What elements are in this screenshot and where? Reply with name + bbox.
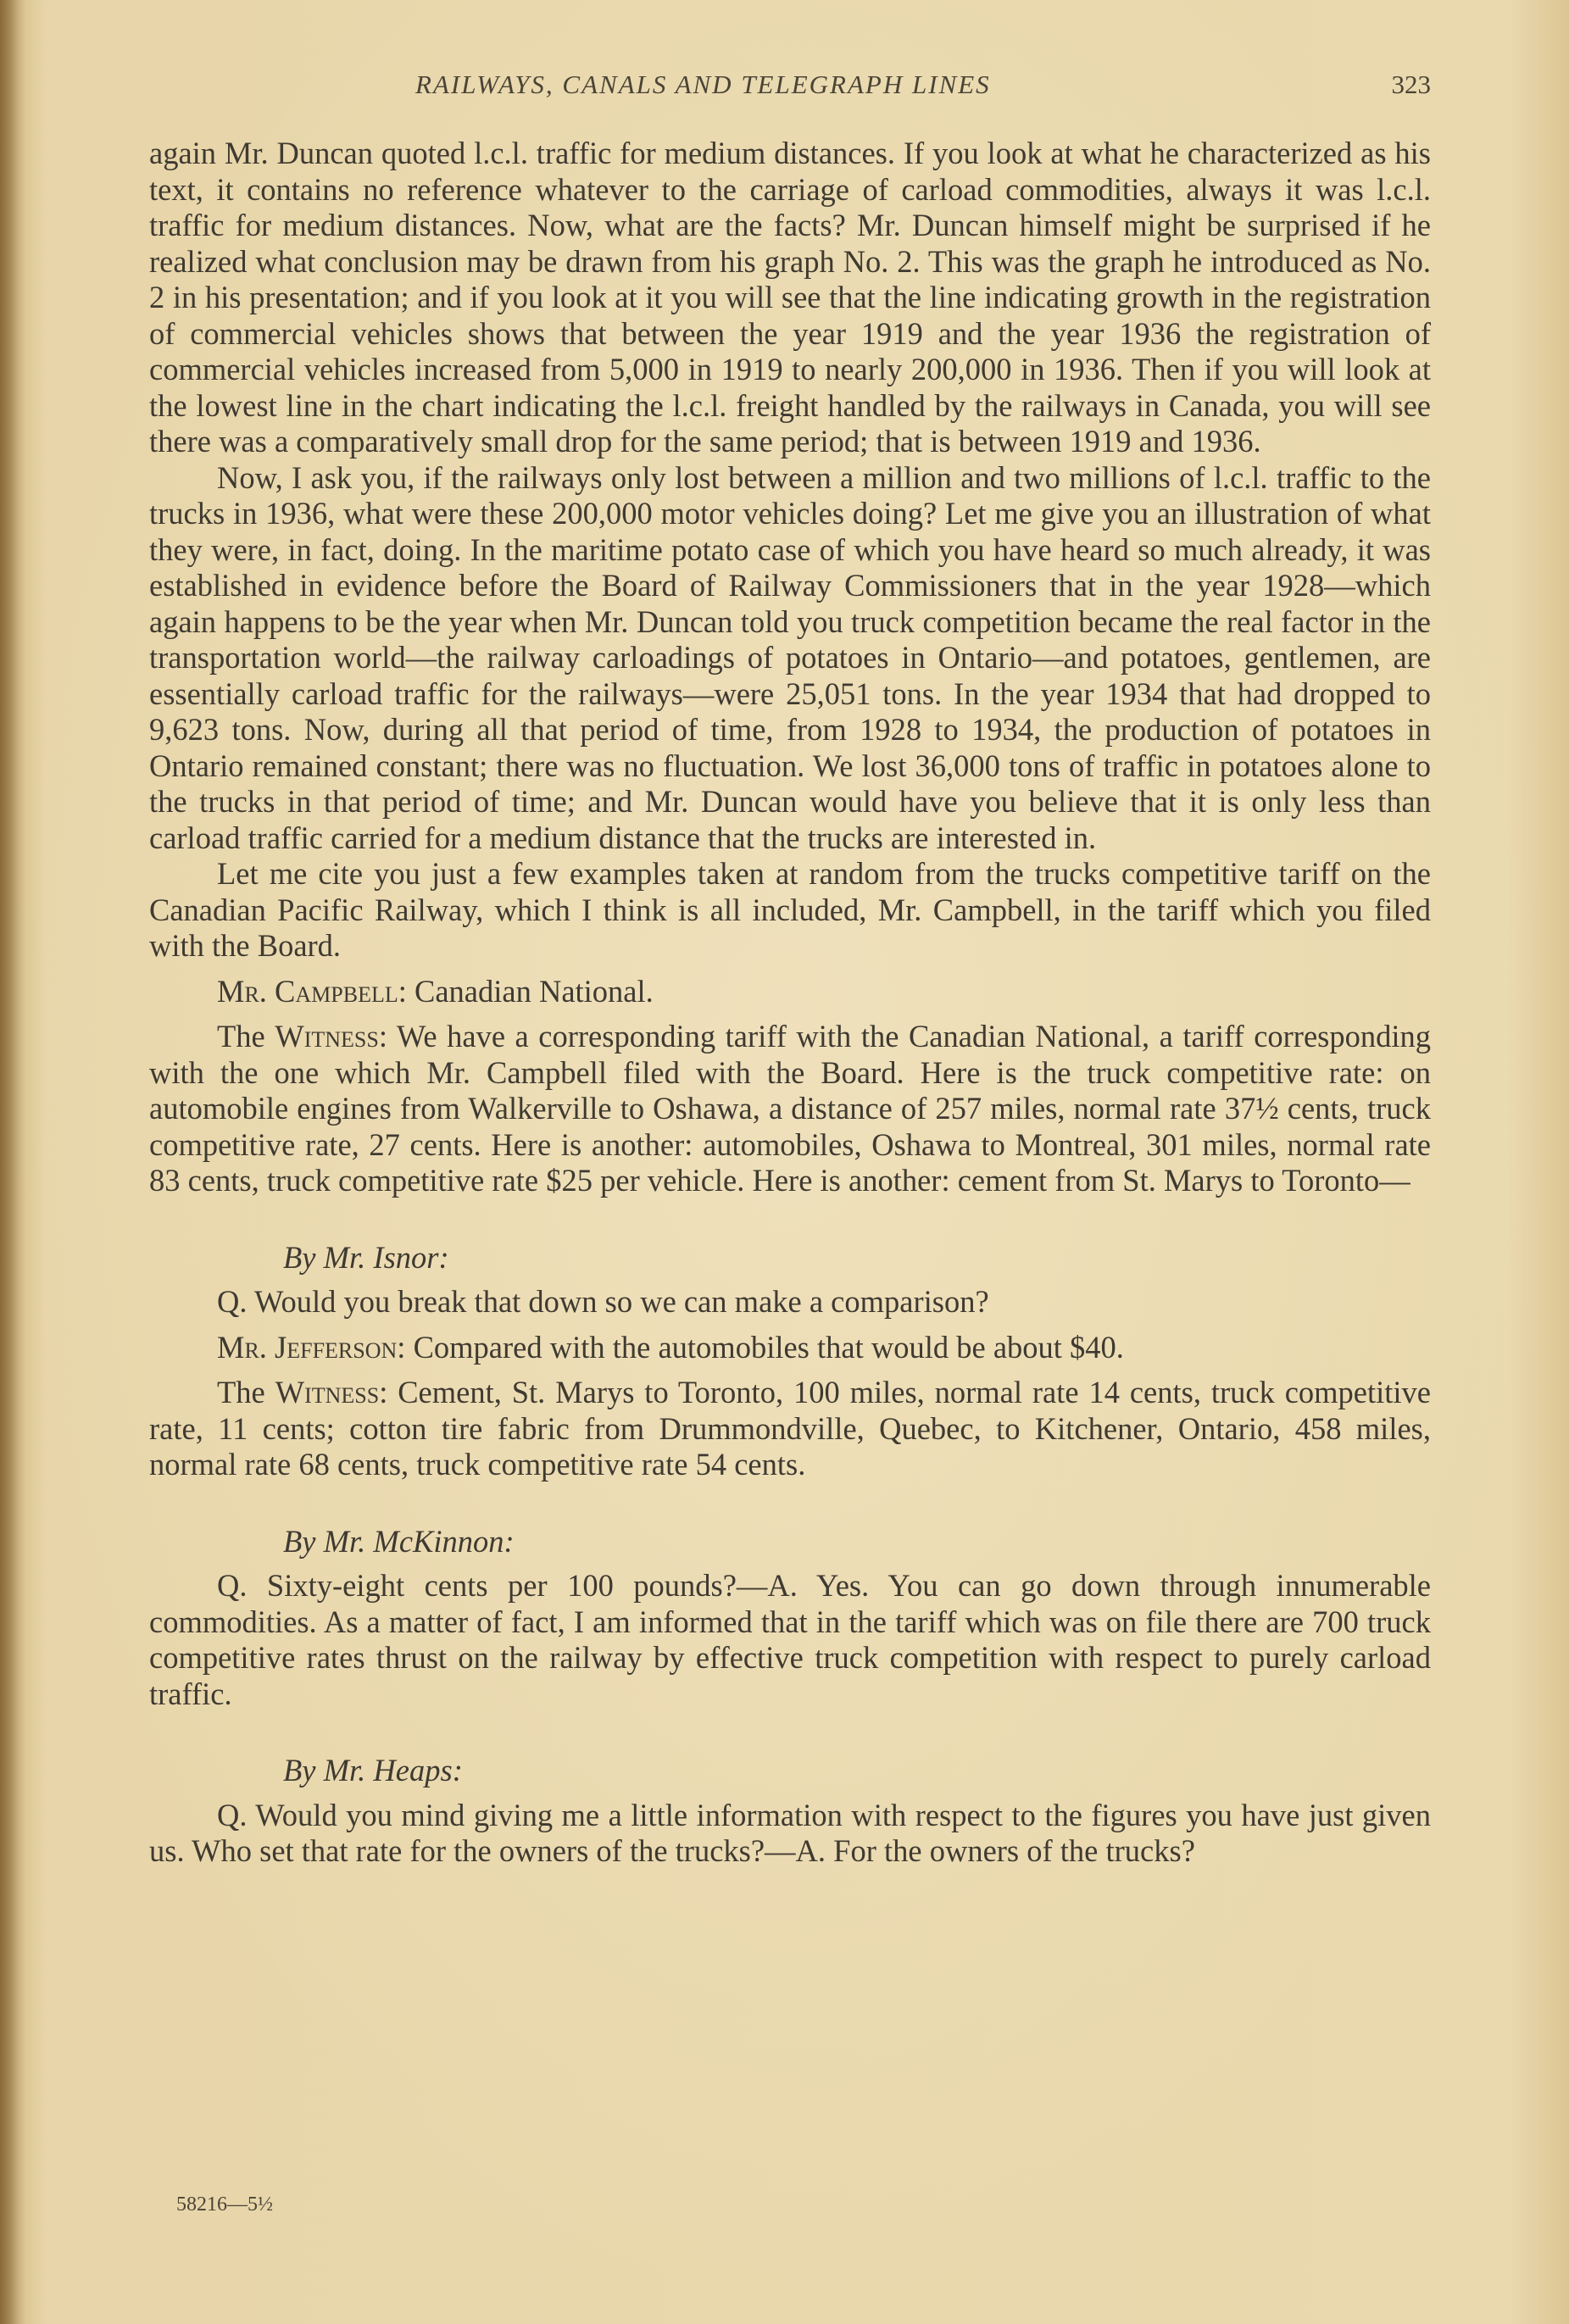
examiner-heading-mckinnon: By Mr. McKinnon: bbox=[283, 1523, 515, 1559]
question-heaps: Q. Would you mind giving me a little information with respect to the figures you have just given us. Who set that rate for the owners of the trucks?—A. For the owners of the trucks? bbox=[149, 1797, 1431, 1868]
speech-text: Compared with the automobiles that would be about $40. bbox=[405, 1329, 1124, 1365]
speech-text: We have a corresponding tariff with the Canadian National, a tariff corresponding with the one which Mr. Campbell filed with the Board. Here is the truck competitive rate: on automobile engines from Walkerville to Oshawa, a distance of 257 miles, normal rate 37½ cents, truck competitive rate, 27 cents. Here is another: automobiles, Oshawa to Montreal, 301 miles, normal rate 83 cents, truck competitive rate $25 per vehicle. Here is another: cement from St. Marys to Toronto— bbox=[149, 1019, 1432, 1198]
speech-text: Canadian National. bbox=[406, 973, 654, 1009]
examiner-heading-heaps: By Mr. Heaps: bbox=[283, 1753, 463, 1787]
page-header bbox=[153, 69, 1431, 112]
speaker-label: Witness: bbox=[275, 1375, 388, 1409]
speech-witness-2 bbox=[149, 1375, 1431, 1483]
paragraph-continued: again Mr. Duncan quoted l.c.l. traffic for medium distances. If you look at what he characterized as his text, it contains no reference whatever to the carriage of carload commodities, always it was l.c.l. traffic for medium distances. Now, what are the facts? Mr. Duncan himself might be surprised if he realized what conclusion may be drawn from his graph No. 2. This was the graph he introduced as No. 2 in his presentation; and if you look at it you will see that the line indicating growth in the registration of commercial vehicles shows that between the year 1919 and the year 1936 the registration of commercial vehicles increased from 5,000 in 1919 to nearly 200,000 in 1936. Then if you will look at the lowest line in the chart indicating the l.c.l. freight handled by the railways in Canada, you will see there was a comparatively small drop for the same period; that is between 1919 and 1936. bbox=[149, 136, 1431, 459]
running-head: RAILWAYS, CANALS AND TELEGRAPH LINES bbox=[415, 69, 991, 99]
speaker-label: Mr. Jefferson: bbox=[217, 1329, 406, 1365]
question-mckinnon: Q. Sixty-eight cents per 100 pounds?—A. Yes. You can go down through innumerable commodities. As a matter of fact, I am informed that in the tariff which was on file there are 700 truck competitive rates thrust on the railway by effective truck competition with respect to purely carload traffic. bbox=[149, 1568, 1431, 1711]
printer-signature-code: 58216—5½ bbox=[176, 2193, 273, 2216]
speech-text: Cement, St. Marys to Toronto, 100 miles, normal rate 14 cents, truck competitive rate, 11 cents; cotton tire fabric from Drummondville, Quebec, to Kitchener, Ontario, 458 miles, normal rate 68 cents, truck competitive rate 54 cents. bbox=[149, 1375, 1432, 1482]
page-number: 323 bbox=[1391, 69, 1431, 99]
speech-jefferson bbox=[149, 1330, 1431, 1366]
page-body bbox=[149, 136, 1431, 1870]
paragraph-examples: Let me cite you just a few examples taken at random from the trucks competitive tariff on the Canadian Pacific Railway, which I think is all included, Mr. Campbell, in the tariff which you filed with the Board. bbox=[149, 856, 1431, 963]
speech-witness-1 bbox=[149, 1019, 1431, 1199]
speaker-label: Witness: bbox=[275, 1019, 387, 1054]
speaker-prefix: The bbox=[217, 1019, 275, 1054]
binding-edge-shadow bbox=[0, 0, 25, 2324]
question-isnor: Q. Would you break that down so we can make a comparison? bbox=[217, 1284, 989, 1319]
examiner-heading-isnor: By Mr. Isnor: bbox=[283, 1239, 449, 1275]
speech-campbell bbox=[149, 974, 1431, 1010]
speaker-prefix: The bbox=[217, 1375, 275, 1409]
speaker-label: Mr. Campbell: bbox=[217, 973, 407, 1009]
paragraph-potatoes: Now, I ask you, if the railways only lost between a million and two millions of l.c.l. traffic to the trucks in 1936, what were these 200,000 motor vehicles doing? Let me give you an illustration of what they were, in fact, doing. In the maritime potato case of which you have heard so much already, it was established in evidence before the Board of Railway Commissioners that in the year 1928—which again happens to be the year when Mr. Duncan told you truck competition became the real factor in the transportation world—the railway carloadings of potatoes in Ontario—and potatoes, gentlemen, are essentially carload traffic for the railways—were 25,051 tons. In the year 1934 that had dropped to 9,623 tons. Now, during all that period of time, from 1928 to 1934, the production of potatoes in Ontario remained constant; there was no fluctuation. We lost 36,000 tons of traffic in potatoes alone to the trucks in that period of time; and Mr. Duncan would have you believe that it is only less than carload traffic carried for a medium distance that the trucks are interested in. bbox=[149, 459, 1431, 855]
